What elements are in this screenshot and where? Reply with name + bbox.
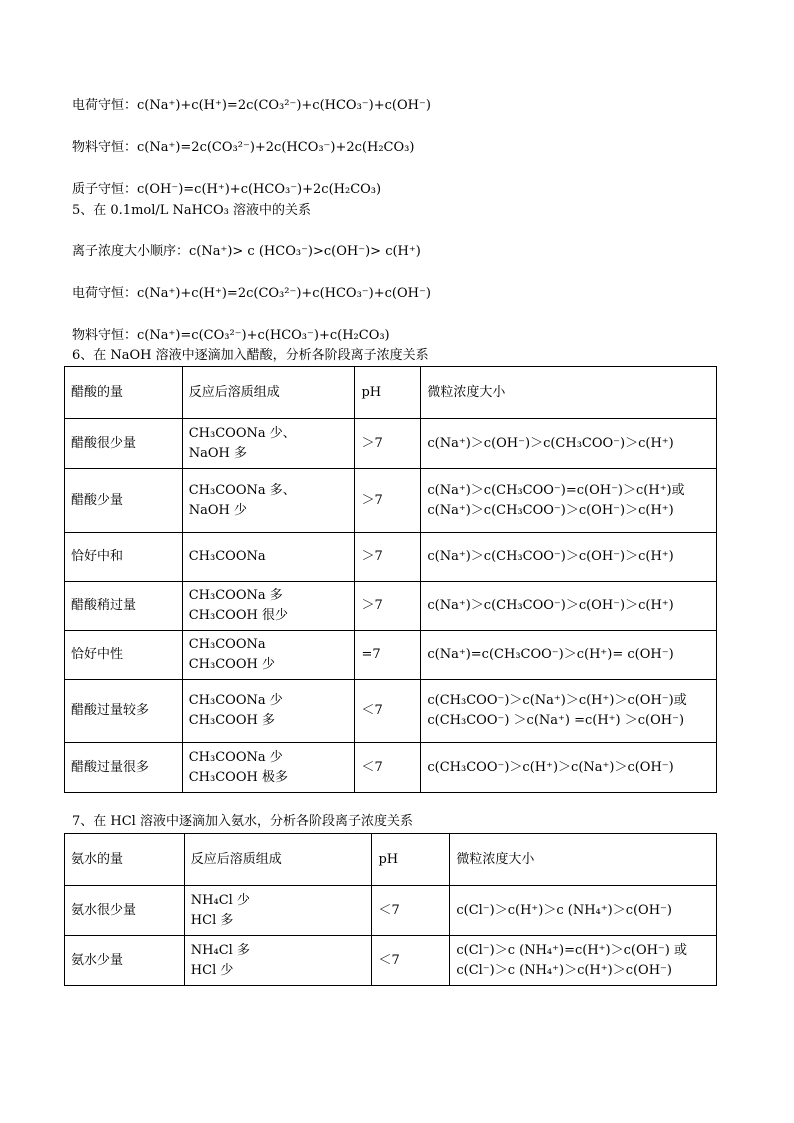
ammonia-table — [64, 833, 717, 986]
composition-cell-line: HCl 少 — [190, 962, 234, 978]
concentration-cell-line: c(Cl⁻)＞c (NH₄⁺)＞c(H⁺)＞c(OH⁻) — [456, 962, 672, 978]
composition-cell-line: CH₃COOH 少 — [188, 657, 275, 672]
composition-cell-line: NH₄Cl 多 — [190, 942, 250, 958]
table-row — [65, 631, 717, 680]
proton-balance-4: 质子守恒：c(OH⁻)=c(H⁺)+c(HCO₃⁻)+2c(H₂CO₃) — [72, 182, 382, 197]
composition-cell-line: CH₃COONa — [188, 637, 266, 652]
composition-cell-line: CH₃COONa — [188, 549, 266, 564]
composition-cell — [182, 469, 355, 533]
composition-cell-line: CH₃COONa 多、 — [188, 482, 296, 498]
concentration-cell — [421, 680, 717, 743]
table-row — [65, 582, 717, 631]
charge-balance-5: 电荷守恒：c(Na⁺)+c(H⁺)=2c(CO₃²⁻)+c(HCO₃⁻)+c(OH⁻) — [72, 286, 431, 301]
ph-cell: ＜7 — [372, 936, 450, 986]
concentration-cell-line: c(Cl⁻)＞c(H⁺)＞c (NH₄⁺)＞c(OH⁻) — [456, 902, 672, 918]
amount-cell: 醋酸过量较多 — [65, 680, 183, 743]
section-5-heading: 5、在 0.1mol/L NaHCO₃ 溶液中的关系 — [72, 203, 311, 218]
amount-cell: 醋酸少量 — [65, 469, 183, 533]
table-row — [65, 533, 717, 582]
concentration-cell — [421, 469, 717, 533]
table-row — [65, 936, 717, 986]
composition-cell-line: CH₃COONa 少 — [188, 749, 283, 765]
composition-cell-line: CH₃COONa 多 — [188, 588, 283, 603]
amount-cell: 醋酸过量很多 — [65, 743, 183, 793]
table-header-row — [65, 367, 717, 419]
concentration-cell — [421, 743, 717, 793]
ph-cell: ＞7 — [355, 533, 421, 582]
ph-cell: ＜7 — [355, 743, 421, 793]
table-row — [65, 680, 717, 743]
concentration-cell — [421, 533, 717, 582]
composition-cell-line: HCl 多 — [190, 912, 234, 928]
composition-cell-line: NaOH 多 — [188, 445, 247, 461]
concentration-cell — [421, 631, 717, 680]
composition-cell — [184, 936, 372, 986]
table-header-cell: 氨水的量 — [65, 834, 185, 886]
concentration-cell — [421, 582, 717, 631]
composition-cell — [182, 631, 355, 680]
concentration-cell-line: c(Na⁺)=c(CH₃COO⁻)＞c(H⁺)= c(OH⁻) — [427, 647, 674, 662]
table-header-cell: pH — [372, 834, 450, 886]
composition-cell — [182, 419, 355, 469]
amount-cell: 氨水很少量 — [65, 886, 185, 936]
concentration-cell — [450, 886, 717, 936]
table-row — [65, 743, 717, 793]
material-balance-4: 物料守恒：c(Na⁺)=2c(CO₃²⁻)+2c(HCO₃⁻)+2c(H₂CO₃) — [72, 140, 415, 155]
table-header-cell: 微粒浓度大小 — [450, 834, 717, 886]
composition-cell — [182, 743, 355, 793]
concentration-cell — [421, 419, 717, 469]
amount-cell: 氨水少量 — [65, 936, 185, 986]
amount-cell: 恰好中性 — [65, 631, 183, 680]
ph-cell: =7 — [355, 631, 421, 680]
section-6-heading: 6、在 NaOH 溶液中逐滴加入醋酸，分析各阶段离子浓度关系 — [72, 348, 429, 363]
composition-cell-line: CH₃COONa 少 — [188, 693, 283, 708]
table-header-cell: 醋酸的量 — [65, 367, 183, 419]
table-row — [65, 419, 717, 469]
concentration-cell-line: c(CH₃COO⁻)＞c(Na⁺)＞c(H⁺)＞c(OH⁻)或 — [427, 693, 687, 708]
table-header-cell: 反应后溶质组成 — [184, 834, 372, 886]
table-header-cell: 反应后溶质组成 — [182, 367, 355, 419]
concentration-cell-line: c(CH₃COO⁻) ＞c(Na⁺) =c(H⁺) ＞c(OH⁻) — [427, 713, 685, 728]
concentration-cell-line: c(Na⁺)＞c(CH₃COO⁻)=c(OH⁻)＞c(H⁺)或 — [427, 482, 685, 498]
table-row — [65, 469, 717, 533]
concentration-cell-line: c(Na⁺)＞c(CH₃COO⁻)＞c(OH⁻)＞c(H⁺) — [427, 598, 674, 613]
concentration-cell-line: c(Na⁺)＞c(OH⁻)＞c(CH₃COO⁻)＞c(H⁺) — [427, 435, 674, 451]
ph-cell: ＞7 — [355, 582, 421, 631]
composition-cell-line: CH₃COOH 极多 — [188, 769, 288, 785]
ph-cell: ＜7 — [355, 680, 421, 743]
composition-cell — [182, 582, 355, 631]
composition-cell — [182, 533, 355, 582]
material-balance-5: 物料守恒：c(Na⁺)=c(CO₃²⁻)+c(HCO₃⁻)+c(H₂CO₃) — [72, 328, 390, 343]
concentration-cell-line: c(Cl⁻)＞c (NH₄⁺)=c(H⁺)＞c(OH⁻) 或 — [456, 942, 688, 958]
table-row — [65, 886, 717, 936]
composition-cell-line: NH₄Cl 少 — [190, 892, 250, 908]
ph-cell: ＞7 — [355, 419, 421, 469]
amount-cell: 醋酸稍过量 — [65, 582, 183, 631]
composition-cell-line: NaOH 少 — [188, 502, 247, 518]
concentration-cell-line: c(Na⁺)＞c(CH₃COO⁻)＞c(OH⁻)＞c(H⁺) — [427, 502, 674, 518]
acetic-acid-table — [64, 366, 717, 793]
table-header-cell: pH — [355, 367, 421, 419]
composition-cell — [182, 680, 355, 743]
composition-cell-line: CH₃COOH 多 — [188, 713, 275, 728]
composition-cell — [184, 886, 372, 936]
concentration-cell-line: c(CH₃COO⁻)＞c(H⁺)＞c(Na⁺)＞c(OH⁻) — [427, 759, 674, 775]
charge-balance-4: 电荷守恒：c(Na⁺)+c(H⁺)=2c(CO₃²⁻)+c(HCO₃⁻)+c(OH⁻) — [72, 98, 431, 113]
amount-cell: 醋酸很少量 — [65, 419, 183, 469]
ph-cell: ＞7 — [355, 469, 421, 533]
composition-cell-line: CH₃COONa 少、 — [188, 425, 296, 441]
concentration-cell — [450, 936, 717, 986]
concentration-cell-line: c(Na⁺)＞c(CH₃COO⁻)＞c(OH⁻)＞c(H⁺) — [427, 549, 674, 564]
composition-cell-line: CH₃COOH 很少 — [188, 608, 288, 623]
section-7-heading: 7、在 HCl 溶液中逐滴加入氨水，分析各阶段离子浓度关系 — [72, 814, 413, 829]
ion-order-5: 离子浓度大小顺序：c(Na⁺)> c (HCO₃⁻)>c(OH⁻)> c(H⁺) — [72, 244, 421, 259]
amount-cell: 恰好中和 — [65, 533, 183, 582]
ph-cell: ＜7 — [372, 886, 450, 936]
table-header-cell: 微粒浓度大小 — [421, 367, 717, 419]
table-header-row — [65, 834, 717, 886]
